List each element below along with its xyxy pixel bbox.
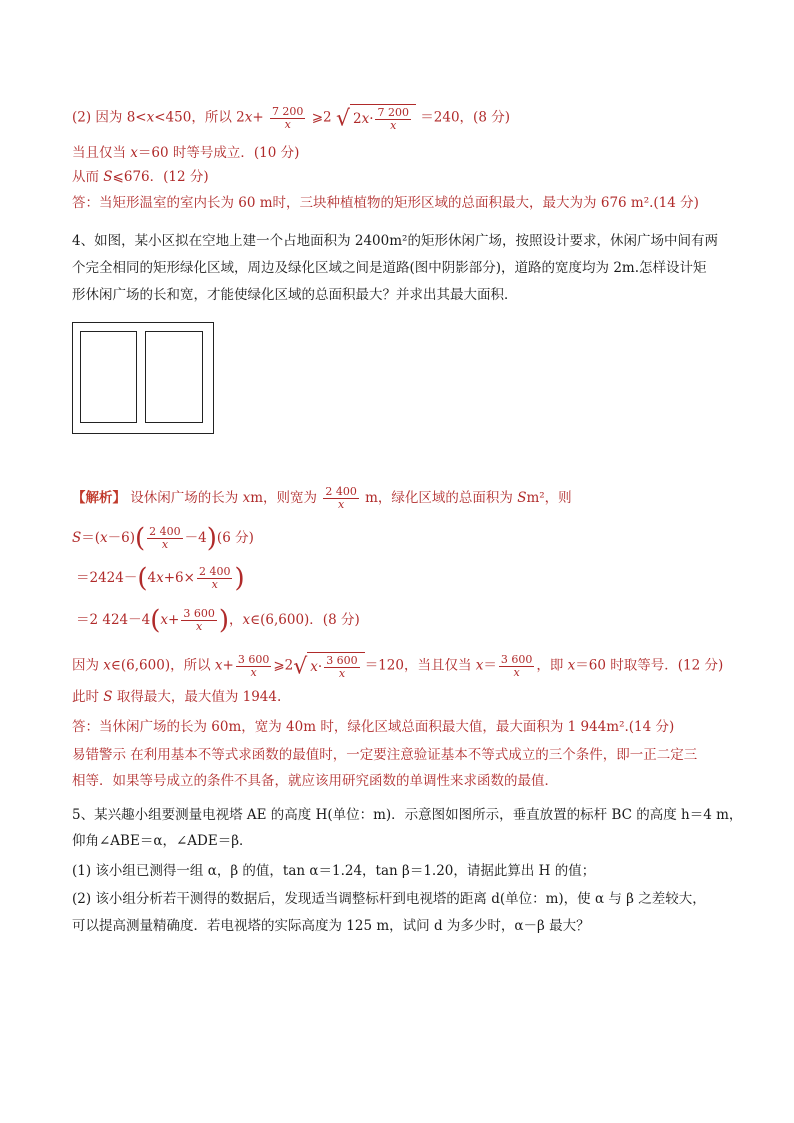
solution-line-1: 【解析】 设休闲广场的长为 xm，则宽为 $\frac{2 400}{x}$ m，绿化区域的总面积为 Sm²，则: [72, 485, 572, 511]
warning-line-2: 相等．如果等号成立的条件不具备，就应该用研究函数的单调性来求函数的最值．: [72, 773, 558, 789]
question-5-part-2-line-1: (2) 该小组分析若干测得的数据后，发现适当调整标杆到电视塔的距离 d(单位：m)，使 α 与 β 之差较大，: [72, 891, 706, 907]
solution-line-3: ＝2424－(4x+6× $\frac{2 400}{x}$ ): [76, 563, 245, 594]
solution-line-5: 因为 x∈(6,600)，所以 x+ $\frac{3 600}{x}$ ⩾2√ x· $\frac{3 600}{x}$ ＝120，当且仅当 x＝ $\frac{3 600}{x}$ ，即 x＝60 时取等号．(12 分): [72, 652, 724, 680]
question-4-line-3: 形休闲广场的长和宽，才能使绿化区域的总面积最大？并求出其最大面积．: [72, 287, 518, 303]
plaza-outer-boundary: [73, 323, 214, 434]
question-5-part-2-line-2: 可以提高测量精确度．若电视塔的实际高度为 125 m，试问 d 为多少时，α－β 最大？: [72, 918, 590, 934]
question-5-part-1: (1) 该小组已测得一组 α，β 的值，tan α＝1.24，tan β＝1.20，请据此算出 H 的值；: [72, 863, 596, 879]
solution-line-4: ＝2 424－4(x+ $\frac{3 600}{x}$ )，x∈(6,600)．(8 分): [76, 605, 360, 636]
solution-line-inequality: (2) 因为 8<x<450，所以 2x+ $\frac{7 200}{x}$ ⩾2 √ 2x· $\frac{7 200}{x}$ ＝240，(8 分): [72, 104, 510, 132]
solution-line-2: S＝(x－6)( $\frac{2 400}{x}$ －4)(6 分): [72, 523, 254, 554]
green-area-left: [81, 332, 137, 423]
answer-line: 答：当矩形温室的室内长为 60 m时，三块种植植物的矩形区域的总面积最大，最大为为 676 m².(14 分): [72, 195, 699, 211]
solution-line-max: 从而 S⩽676．(12 分): [72, 169, 209, 185]
plaza-figure: [72, 322, 214, 434]
solution-line-6: 此时 S 取得最大，最大值为 1944.: [72, 689, 282, 705]
warning-line-1: 易错警示 在利用基本不等式求函数的最值时，一定要注意验证基本不等式成立的三个条件，即一正二定三: [72, 747, 698, 763]
question-5-line-2: 仰角∠ABE＝α，∠ADE＝β．: [72, 833, 253, 849]
answer-line-q4: 答：当休闲广场的长为 60m，宽为 40m 时，绿化区域总面积最大值，最大面积为 1 944m².(14 分): [72, 719, 675, 735]
question-4-line-1: 4、如图，某小区拟在空地上建一个占地面积为 2400m²的矩形休闲广场，按照设计要求，休闲广场中间有两: [72, 233, 718, 249]
question-4-line-2: 个完全相同的矩形绿化区域，周边及绿化区域之间是道路(图中阴影部分)，道路的宽度均为 2m.怎样设计矩: [72, 260, 707, 276]
solution-line-equality: 当且仅当 x＝60 时等号成立．(10 分): [72, 145, 300, 161]
sqrt: √ 2x· $\frac{7 200}{x}$: [336, 104, 416, 132]
green-area-right: [146, 332, 203, 423]
fraction: $\frac{7 200}{x}$: [271, 104, 304, 131]
question-5-line-1: 5、某兴趣小组要测量电视塔 AE 的高度 H(单位：m)．示意图如图所示，垂直放置的标杆 BC 的高度 h＝4 m，: [72, 807, 743, 823]
